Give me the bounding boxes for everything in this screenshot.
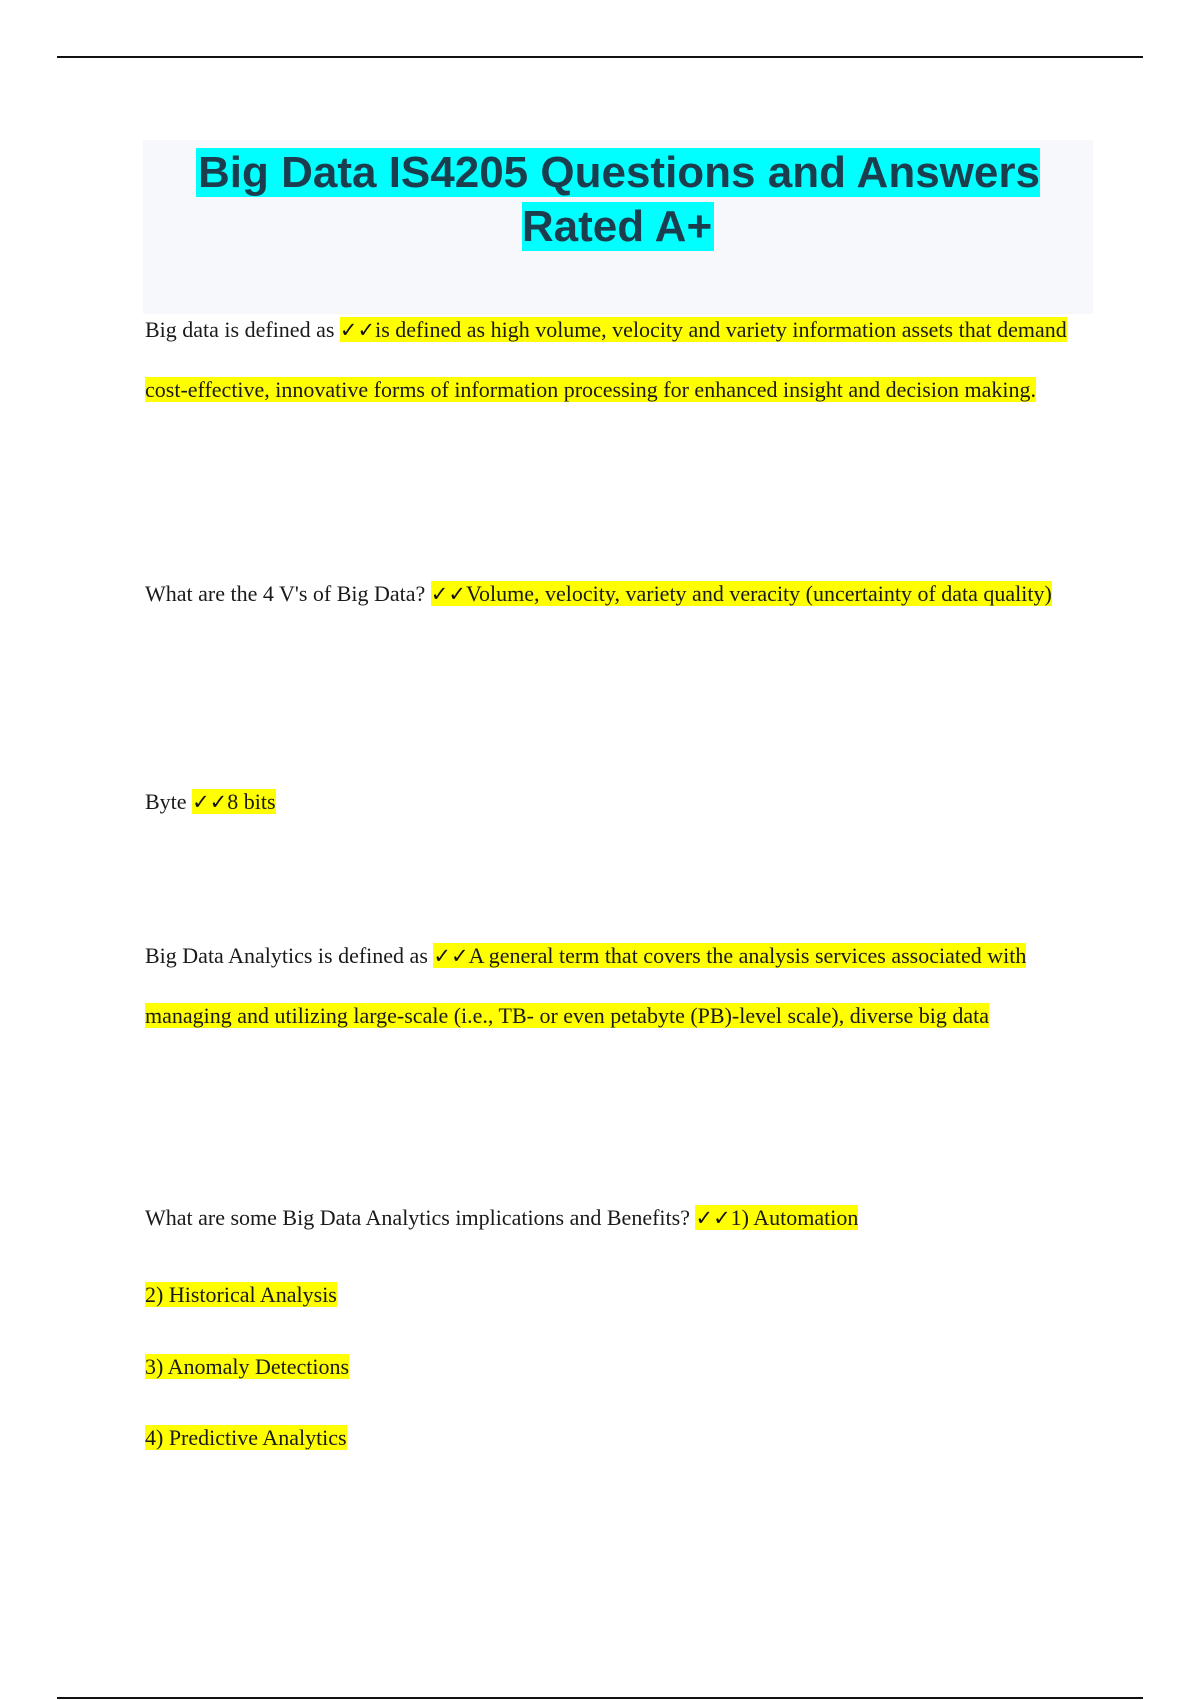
qa-item-5 [145, 1203, 858, 1233]
double-check-icon: ✓✓ [430, 582, 466, 606]
header-rule [57, 56, 1143, 58]
answer-text: A general term that covers the analysis services associated with managing and utilizing large-scale (i.e., TB- or even petabyte (PB)-level scale), diverse big data [145, 943, 1027, 1028]
question-text: Big Data Analytics is defined as [145, 943, 434, 968]
answer-continuation: 3) Anomaly Detections [145, 1354, 350, 1379]
qa-item-3 [145, 772, 1080, 832]
question-text: What are the 4 V's of Big Data? [145, 581, 431, 606]
answer-highlight [695, 1205, 858, 1230]
answer-text: 1) Automation [730, 1205, 859, 1230]
double-check-icon: ✓✓ [695, 1206, 731, 1230]
qa-item-2 [145, 564, 1080, 624]
answer-list-item-3 [145, 1352, 349, 1382]
answer-list-item-4 [145, 1423, 347, 1453]
question-text: Big data is defined as [145, 317, 340, 342]
question-text: Byte [145, 789, 193, 814]
answer-continuation: 2) Historical Analysis [145, 1282, 337, 1307]
answer-highlight [192, 789, 276, 814]
answer-text: 8 bits [227, 789, 276, 814]
question-text: What are some Big Data Analytics implications and Benefits? [145, 1205, 696, 1230]
qa-item-1 [145, 300, 1080, 419]
double-check-icon: ✓✓ [339, 318, 376, 342]
document-title [143, 146, 1093, 254]
answer-text: is defined as high volume, velocity and variety information assets that demand cost-effective, innovative forms of information processing for enhanced insight and decision making. [145, 317, 1067, 402]
footer-rule [57, 1697, 1143, 1699]
double-check-icon: ✓✓ [192, 790, 228, 814]
answer-list-item-2 [145, 1280, 337, 1310]
title-block [143, 140, 1093, 314]
answer-text: Volume, velocity, variety and veracity (uncertainty of data quality) [466, 581, 1052, 606]
qa-item-4 [145, 926, 1080, 1045]
answer-continuation: 4) Predictive Analytics [145, 1425, 347, 1450]
double-check-icon: ✓✓ [433, 944, 469, 968]
answer-highlight [431, 581, 1052, 606]
title-highlight: Big Data IS4205 Questions and Answers Rated A+ [198, 148, 1040, 251]
